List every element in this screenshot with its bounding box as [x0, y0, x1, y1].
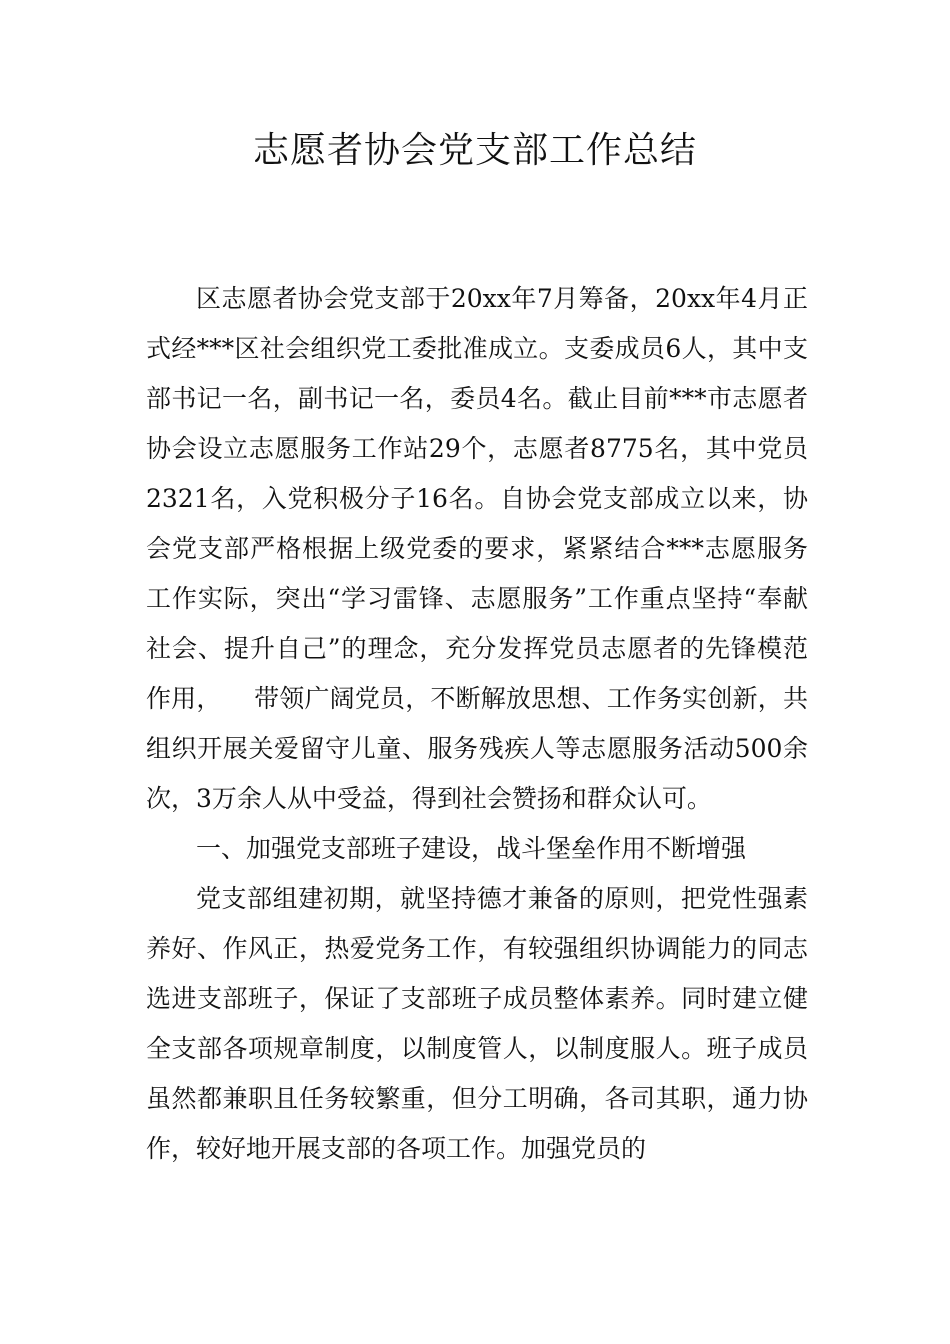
section-heading-1: 一、加强党支部班子建设，战斗堡垒作用不断增强	[196, 834, 747, 863]
document-body	[146, 274, 808, 1174]
document-title: 志愿者协会党支部工作总结	[252, 130, 697, 171]
paragraph-intro: 区志愿者协会党支部于20xx年7月筹备，20xx年4月正式经***区社会组织党工委批准成立。支委成员6人，其中支部书记一名，副书记一名，委员4名。截止目前***市志愿者协会设立志愿服务工作站29个，志愿者8775名，其中党员2321名，入党积极分子16名。自协会党支部成立以来，协会党支部严格根据上级党委的要求，紧紧结合***志愿服务工作实际，突出“学习雷锋、志愿服务”工作重点坚持“奉献社会、提升自己”的理念，充分发挥党员志愿者的先锋模范作用， 带领广阔党员，不断解放思想、工作务实创新，共组织开展关爱留守儿童、服务残疾人等志愿服务活动500余次，3万余人从中受益，得到社会赞扬和群众认可。	[146, 284, 808, 813]
paragraph-section-1: 党支部组建初期，就坚持德才兼备的原则，把党性强素养好、作风正，热爱党务工作，有较强组织协调能力的同志选进支部班子，保证了支部班子成员整体素养。同时建立健全支部各项规章制度，以制度管人，以制度服人。班子成员虽然都兼职且任务较繁重，但分工明确，各司其职，通力协作，较好地开展支部的各项工作。加强党员的	[146, 884, 808, 1163]
